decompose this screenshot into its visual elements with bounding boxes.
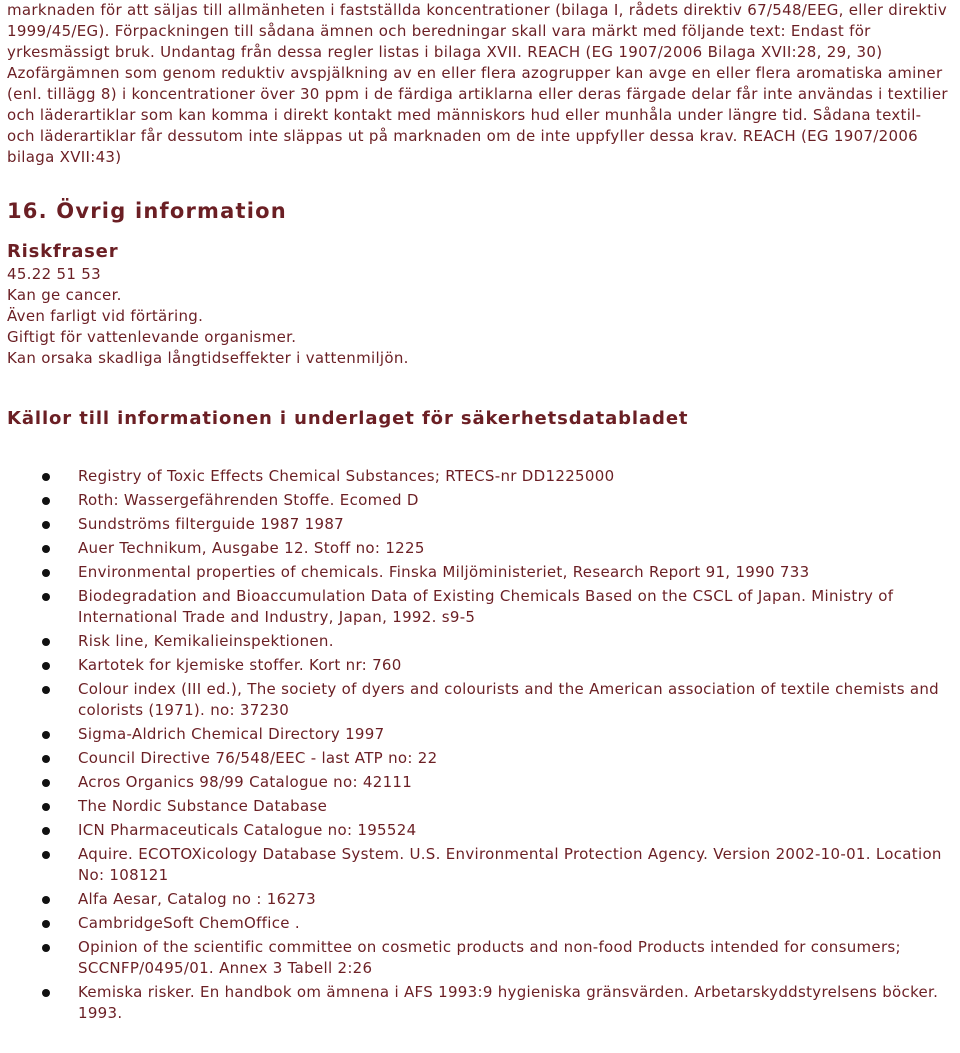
source-text: Opinion of the scientific committee on cosmetic products and non-food Products intended for consumers; SCCNFP/0495/01. Annex 3 Tabell 2:26 xyxy=(78,938,901,977)
list-item xyxy=(7,586,952,628)
list-item xyxy=(7,796,952,817)
bullet-icon xyxy=(42,851,50,859)
risk-phrase: Giftigt för vattenlevande organismer. xyxy=(7,328,297,346)
list-item xyxy=(7,889,952,910)
bullet-icon xyxy=(42,827,50,835)
list-item xyxy=(7,679,952,721)
source-text: Sundströms filterguide 1987 1987 xyxy=(78,515,345,533)
risk-phrases-list xyxy=(7,264,952,369)
intro-paragraph-2: Azofärgämnen som genom reduktiv avspjälkning av en eller flera azogrupper kan avge en eller flera aromatiska aminer (enl. tillägg 8) i koncentrationer över 30 ppm i de färdiga artiklarna eller deras färgade delar får inte användas i textilier och läderartiklar som kan komma i direkt kontakt med människors hud eller munhåla under längre tid. Sådana textil- och läderartiklar får dessutom inte släppas ut på marknaden om de inte uppfyller dessa krav. REACH (EG 1907/2006 bilaga XVII:43) xyxy=(7,64,948,166)
list-item xyxy=(7,772,952,793)
risk-phrase: Kan ge cancer. xyxy=(7,286,122,304)
source-text: Kemiska risker. En handbok om ämnena i AFS 1993:9 hygieniska gränsvärden. Arbetarskyddstyrelsens böcker. 1993. xyxy=(78,983,939,1022)
section-16-title: 16. Övrig information xyxy=(7,199,287,223)
source-text: The Nordic Substance Database xyxy=(78,797,328,815)
bullet-icon xyxy=(42,662,50,670)
sources-heading: Källor till informationen i underlaget för säkerhetsdatabladet xyxy=(7,408,689,429)
bullet-icon xyxy=(42,521,50,529)
list-item xyxy=(7,490,952,511)
bullet-icon xyxy=(42,803,50,811)
source-text: Alfa Aesar, Catalog no : 16273 xyxy=(78,890,316,908)
list-item xyxy=(7,748,952,769)
source-text: Colour index (III ed.), The society of dyers and colourists and the American association of textile chemists and colorists (1971). no: 37230 xyxy=(78,680,940,719)
bullet-icon xyxy=(42,569,50,577)
list-item xyxy=(7,655,952,676)
document-page xyxy=(7,0,952,1027)
bullet-icon xyxy=(42,989,50,997)
source-text: ICN Pharmaceuticals Catalogue no: 195524 xyxy=(78,821,417,839)
list-item xyxy=(7,514,952,535)
list-item xyxy=(7,562,952,583)
bullet-icon xyxy=(42,593,50,601)
source-text: Risk line, Kemikalieinspektionen. xyxy=(78,632,334,650)
bullet-icon xyxy=(42,920,50,928)
bullet-icon xyxy=(42,638,50,646)
intro-paragraph-1: marknaden för att säljas till allmänheten i fastställda koncentrationer (bilaga I, rådets direktiv 67/548/EEG, eller direktiv 1999/45/EG). Förpackningen till sådana ämnen och beredningar skall vara märkt med följande text: Endast för yrkesmässigt bruk. Undantag från dessa regler listas i bilaga XVII. REACH (EG 1907/2006 Bilaga XVII:28, 29, 30) xyxy=(7,1,948,61)
source-text: Environmental properties of chemicals. Finska Miljöministeriet, Research Report 91, 1990 733 xyxy=(78,563,810,581)
source-text: Council Directive 76/548/EEC - last ATP no: 22 xyxy=(78,749,438,767)
list-item xyxy=(7,631,952,652)
bullet-icon xyxy=(42,896,50,904)
bullet-icon xyxy=(42,779,50,787)
list-item xyxy=(7,844,952,886)
source-text: Aquire. ECOTOXicology Database System. U.S. Environmental Protection Agency. Version 2002-10-01. Location No: 108121 xyxy=(78,845,942,884)
bullet-icon xyxy=(42,755,50,763)
list-item xyxy=(7,913,952,934)
source-text: Registry of Toxic Effects Chemical Substances; RTECS-nr DD1225000 xyxy=(78,467,615,485)
bullet-icon xyxy=(42,944,50,952)
source-text: Acros Organics 98/99 Catalogue no: 42111 xyxy=(78,773,413,791)
bullet-icon xyxy=(42,686,50,694)
list-item xyxy=(7,937,952,979)
source-text: Kartotek for kjemiske stoffer. Kort nr: 760 xyxy=(78,656,402,674)
intro-section xyxy=(7,0,952,168)
bullet-icon xyxy=(42,731,50,739)
risk-phrase: Även farligt vid förtäring. xyxy=(7,307,204,325)
source-text: Biodegradation and Bioaccumulation Data of Existing Chemicals Based on the CSCL of Japan. Ministry of International Trade and Industry, Japan, 1992. s9-5 xyxy=(78,587,894,626)
bullet-icon xyxy=(42,545,50,553)
sources-list xyxy=(7,466,952,1024)
list-item xyxy=(7,982,952,1024)
source-text: Roth: Wassergefährenden Stoffe. Ecomed D xyxy=(78,491,419,509)
source-text: Sigma-Aldrich Chemical Directory 1997 xyxy=(78,725,385,743)
risk-phrase: Kan orsaka skadliga långtidseffekter i vattenmiljön. xyxy=(7,349,409,367)
source-text: CambridgeSoft ChemOffice . xyxy=(78,914,300,932)
bullet-icon xyxy=(42,473,50,481)
risk-phrase-codes: 45.22 51 53 xyxy=(7,265,101,283)
list-item xyxy=(7,466,952,487)
list-item xyxy=(7,724,952,745)
list-item xyxy=(7,820,952,841)
source-text: Auer Technikum, Ausgabe 12. Stoff no: 1225 xyxy=(78,539,425,557)
list-item xyxy=(7,538,952,559)
bullet-icon xyxy=(42,497,50,505)
risk-phrases-heading: Riskfraser xyxy=(7,241,119,262)
